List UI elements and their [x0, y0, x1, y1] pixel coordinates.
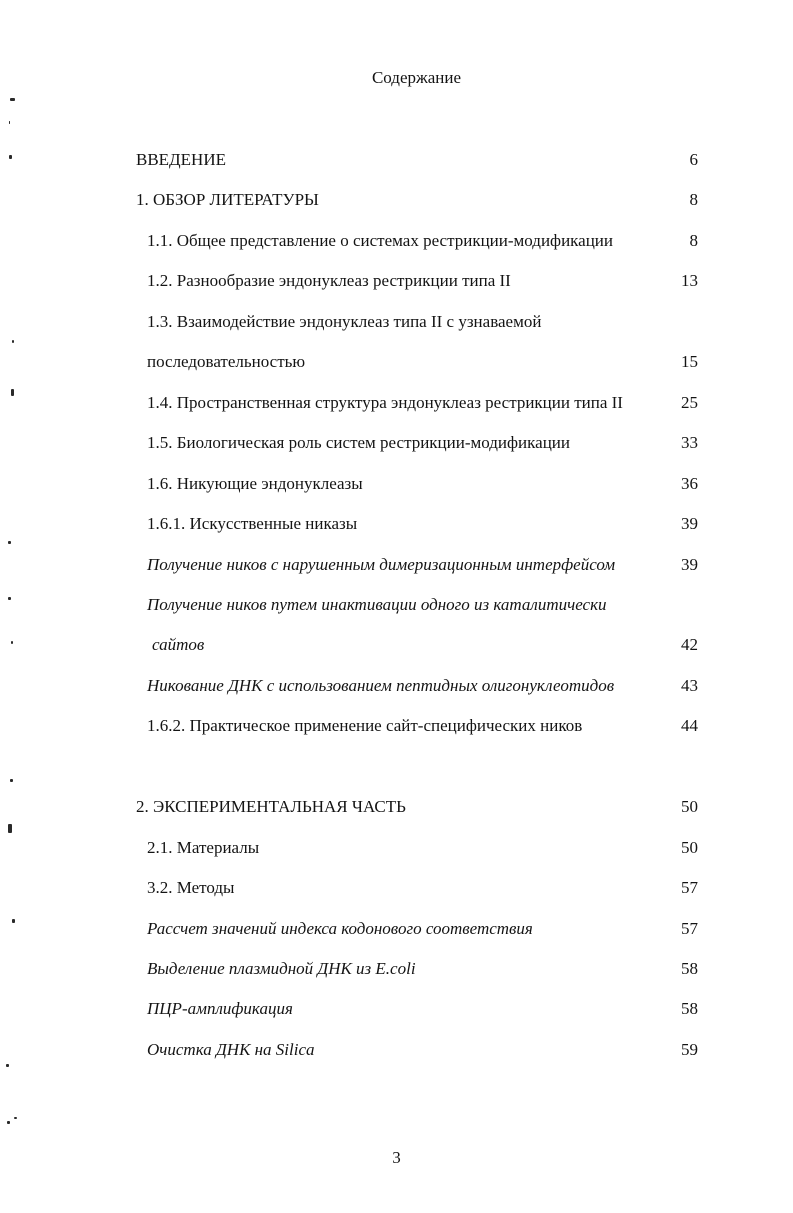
- page-number: 3: [392, 1148, 401, 1167]
- toc-entry-section-1-1: 1.1. Общее представление о системах рестрикции-модификации: [147, 231, 614, 250]
- scan-artifact: [8, 541, 11, 544]
- toc-page-number: 25: [681, 393, 698, 412]
- toc-page-number: 42: [681, 635, 698, 654]
- toc-entry-subsection: Получение ников с нарушенным димеризационным интерфейсом: [147, 555, 616, 574]
- toc-page-number: 6: [689, 150, 698, 169]
- toc-page-number: 36: [681, 474, 698, 493]
- toc-entry-section-3-2: 3.2. Методы: [147, 878, 235, 897]
- toc-entry-subsection: Никование ДНК с использованием пептидных олигонуклеотидов: [147, 676, 615, 695]
- scan-artifact: [9, 155, 12, 159]
- scan-artifact: [6, 1064, 9, 1067]
- scan-artifact: [10, 779, 13, 782]
- toc-entry-section-1-4: 1.4. Пространственная структура эндонуклеаз рестрикции типа II: [147, 393, 623, 412]
- toc-entry-section-1-6: 1.6. Никующие эндонуклеазы: [147, 474, 363, 493]
- toc-page-number: 8: [689, 231, 698, 250]
- scan-artifact: [8, 824, 12, 833]
- scan-artifact: [14, 1117, 17, 1119]
- toc-entry-subsection: Выделение плазмидной ДНК из E.coli: [147, 959, 416, 978]
- toc-entry-section-1-3: 1.3. Взаимодействие эндонуклеаз типа II с узнаваемой: [147, 312, 542, 331]
- toc-page-number: 39: [681, 555, 698, 574]
- toc-page-number: 59: [681, 1040, 698, 1059]
- toc-page-number: 58: [681, 999, 698, 1018]
- scan-artifact: [11, 641, 13, 644]
- toc-page-number: 8: [689, 190, 698, 209]
- toc-page-number: 50: [681, 797, 698, 816]
- toc-entry-section-1-3-continued: последовательностью: [147, 352, 306, 371]
- scan-artifact: [7, 1121, 10, 1124]
- toc-entry-section-1-5: 1.5. Биологическая роль систем рестрикции-модификации: [147, 433, 570, 452]
- scan-artifact: [12, 340, 14, 343]
- toc-entry-section-1-6-1: 1.6.1. Искусственные никазы: [147, 514, 358, 533]
- toc-entry-subsection-continued: сайтов: [152, 635, 205, 654]
- scan-artifact: [8, 597, 11, 600]
- toc-entry-subsection: Рассчет значений индекса кодонового соответствия: [147, 919, 533, 938]
- toc-page-number: 15: [681, 352, 698, 371]
- toc-entry-subsection: ПЦР-амплификация: [147, 999, 293, 1018]
- toc-page-number: 57: [681, 919, 698, 938]
- toc-entry-chapter-1: 1. ОБЗОР ЛИТЕРАТУРЫ: [136, 190, 319, 209]
- page-title: Содержание: [371, 68, 462, 87]
- toc-page-number: 43: [681, 676, 698, 695]
- scan-artifact: [11, 389, 14, 396]
- toc-page-number: 58: [681, 959, 698, 978]
- toc-page-number: 13: [681, 271, 698, 290]
- toc-entry-introduction: ВВЕДЕНИЕ: [136, 150, 226, 169]
- toc-entry-subsection: Очистка ДНК на Silica: [147, 1040, 315, 1059]
- toc-entry-section-2-1: 2.1. Материалы: [147, 838, 260, 857]
- toc-page-number: 39: [681, 514, 698, 533]
- toc-page-number: 57: [681, 878, 698, 897]
- toc-entry-section-1-6-2: 1.6.2. Практическое применение сайт-специфических ников: [147, 716, 583, 735]
- toc-entry-chapter-2: 2. ЭКСПЕРИМЕНТАЛЬНАЯ ЧАСТЬ: [136, 797, 406, 816]
- scan-artifact: [12, 919, 15, 923]
- toc-entry-section-1-2: 1.2. Разнообразие эндонуклеаз рестрикции типа II: [147, 271, 511, 290]
- toc-page-number: 50: [681, 838, 698, 857]
- toc-page-number: 33: [681, 433, 698, 452]
- toc-entry-subsection: Получение ников путем инактивации одного из каталитически: [147, 595, 607, 614]
- scan-artifact: [10, 98, 15, 101]
- scan-artifact: [9, 121, 10, 124]
- toc-page-number: 44: [681, 716, 698, 735]
